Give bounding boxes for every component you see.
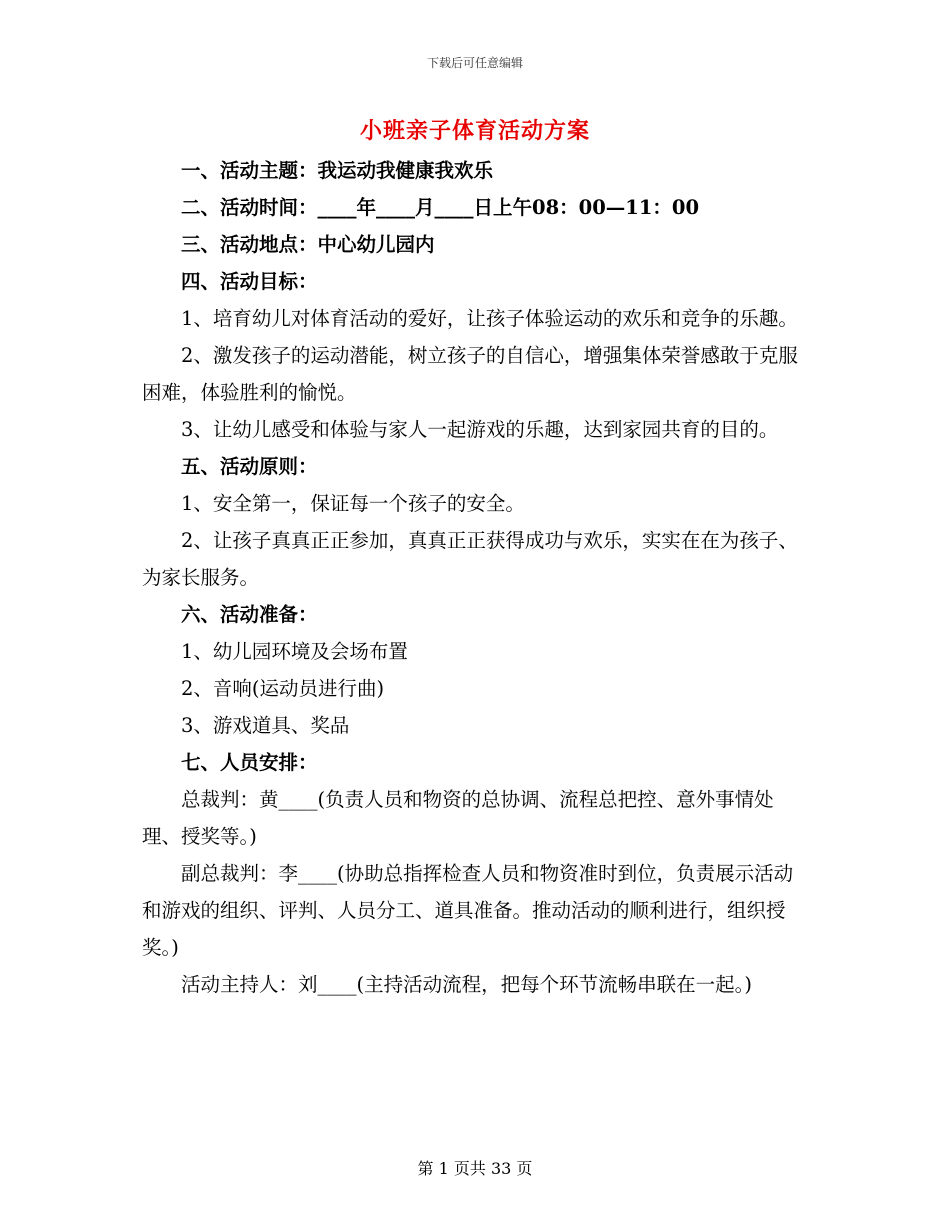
goal-item-3: 3、让幼儿感受和体验与家人一起游戏的乐趣，达到家园共育的目的。 bbox=[181, 418, 779, 441]
section-heading-theme: 一、活动主题：我运动我健康我欢乐 bbox=[181, 159, 494, 182]
principle-item-1: 1、安全第一，保证每一个孩子的安全。 bbox=[181, 492, 525, 515]
document-title: 小班亲子体育活动方案 bbox=[359, 118, 590, 144]
section-heading-principles: 五、活动原则： bbox=[181, 455, 318, 478]
section-heading-location: 三、活动地点：中心幼儿园内 bbox=[181, 233, 435, 256]
goal-item-2: 2、激发孩子的运动潜能，树立孩子的自信心，增强集体荣誉感敢于克服困难，体验胜利的愉悦。 bbox=[142, 344, 798, 404]
header-note: 下载后可任意编辑 bbox=[426, 56, 523, 70]
preparation-item-3: 3、游戏道具、奖品 bbox=[181, 714, 350, 737]
document-body bbox=[142, 152, 810, 1003]
staff-item-deputy-referee: 副总裁判：李____(协助总指挥检查人员和物资准时到位，负责展示活动和游戏的组织、评判、人员分工、道具准备。推动活动的顺利进行，组织授奖。) bbox=[142, 862, 794, 959]
staff-item-host: 活动主持人：刘____(主持活动流程，把每个环节流畅串联在一起。) bbox=[181, 973, 752, 996]
page-number-footer: 第 1 页共 33 页 bbox=[417, 1159, 533, 1178]
goal-item-1: 1、培育幼儿对体育活动的爱好，让孩子体验运动的欢乐和竞争的乐趣。 bbox=[181, 307, 798, 330]
section-heading-goals: 四、活动目标： bbox=[181, 270, 318, 293]
section-heading-staff: 七、人员安排： bbox=[181, 751, 318, 774]
preparation-item-2: 2、音响(运动员进行曲) bbox=[181, 677, 385, 700]
section-heading-time: 二、活动时间：____年____月____日上午08：00—11：00 bbox=[181, 196, 700, 219]
principle-item-2: 2、让孩子真真正正参加，真真正正获得成功与欢乐，实实在在为孩子、为家长服务。 bbox=[142, 529, 798, 589]
staff-item-chief-referee: 总裁判：黄____(负责人员和物资的总协调、流程总把控、意外事情处理、授奖等。) bbox=[142, 788, 774, 848]
section-heading-preparation: 六、活动准备： bbox=[181, 603, 318, 626]
preparation-item-1: 1、幼儿园环境及会场布置 bbox=[181, 640, 408, 663]
